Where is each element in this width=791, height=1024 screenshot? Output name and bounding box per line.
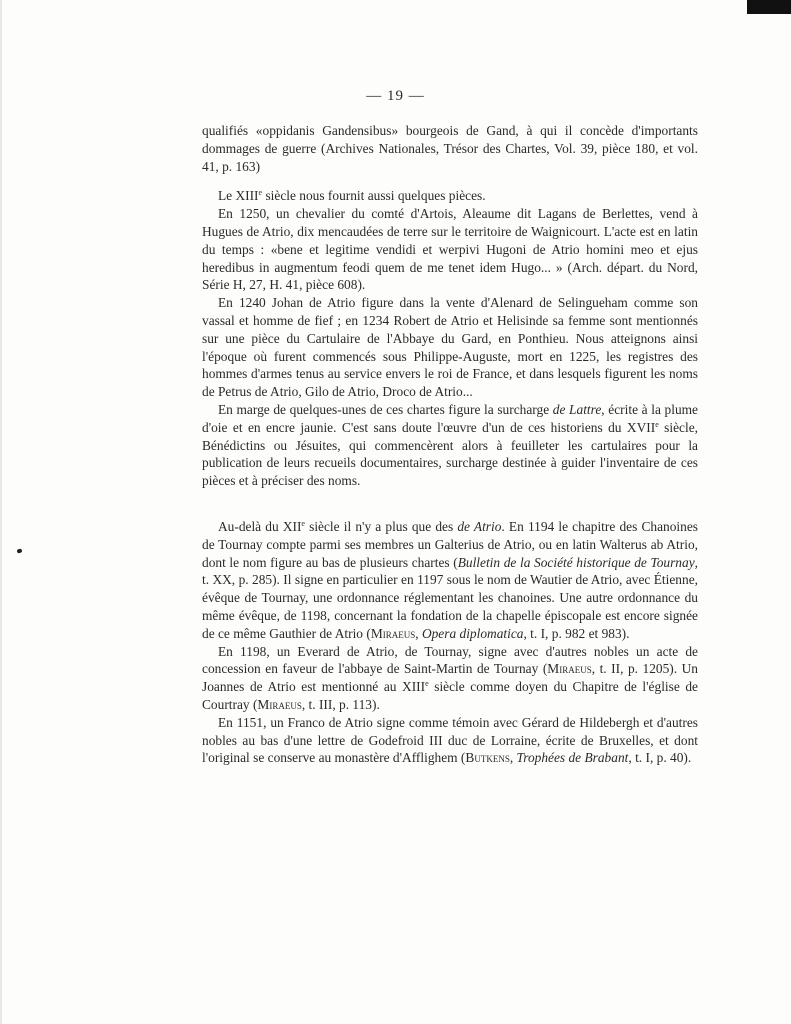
ink-speck [16, 548, 22, 553]
text-run: siècle, Bénédictins ou Jésuites, qui commencèrent alors à feuilleter les cartulaires pour la publication de leurs recueils documentaires, surcharge destinée à guider l'inventaire de ces pièces et à préciser des noms. [202, 419, 698, 489]
superscript: e [258, 188, 263, 198]
text-run: En 1151, un Franco de Atrio signe comme témoin avec Gérard de Hildebergh et d'autres nobles au bas d'une lettre de Godefroid III duc de Lorraine, écrite de Bruxelles, et dont l'original se conserve au monastère d'Afflighem ( [202, 714, 698, 766]
text-run: , [509, 750, 517, 766]
text-run: siècle comme doyen du Chapitre de l'église de Courtray ( [202, 679, 699, 712]
text-run: . En 1194 le chapitre des Chanoines de Tournay compte parmi ses membres un Galterius de Atrio, ou en latin Walterus ab Atrio, dont le nom figure au bas de plusieurs chartes ( [202, 518, 698, 570]
paragraph [202, 205, 698, 294]
italic-text: de Lattre [552, 401, 602, 417]
text-run: , t. I, p. 982 et 983). [523, 625, 630, 641]
scan-corner-mark [747, 0, 791, 14]
page-number: — 19 — [366, 88, 425, 104]
text-run: qualifiés «oppidanis Gandensibus» bourgeois de Gand, à qui il concède d'importants dommages de guerre (Archives Nationales, Trésor des Chartes, Vol. 39, pièce 180, et vol. 41, p. 163) [202, 123, 698, 174]
text-run: , écrite à la plume d'oie et en encre jaunie. C'est sans doute l'œuvre d'un de ces historiens du XVII [202, 401, 698, 435]
text-run: Au-delà du XII [218, 518, 302, 534]
scan-edge-shadow [0, 0, 2, 1024]
text-run: , t. XX, p. 285). Il signe en particulier en 1197 sous le nom de Wautier de Atrio, avec Étienne, évêque de Tournay, une ordonnance réglementant les chanoines. Une autre ordonnance du même évêque, de 1198, concernant la fondation de la chapelle épiscopale est encore signée de ce même Gauthier de Atrio ( [202, 554, 699, 641]
text-run: En 1198, un Everard de Atrio, de Tournay, signe avec d'autres nobles un acte de concession en faveur de l'abbaye de Saint-Martin de Tournay ( [202, 643, 698, 677]
paragraph-continuation [202, 122, 698, 175]
text-run: , t. II, p. 1205). Un Joannes de Atrio est mentionné au XIII [202, 661, 698, 695]
italic-text: de Atrio [457, 518, 502, 534]
italic-text: Bulletin de la Société historique de Tournay [457, 554, 695, 570]
text-run: En marge de quelques-unes de ces chartes figure la surcharge [218, 401, 553, 417]
text-run: En 1240 Johan de Atrio figure dans la vente d'Alenard de Selingueham comme son vassal et homme de fief ; en 1234 Robert de Atrio et Helisinde sa femme sont mentionnés sur une pièce du Cartulaire de l'Abbaye du Gard, en Ponthieu. Nous atteignons ainsi l'époque où furent commencés sous Philippe-Auguste, mort en 1225, les registres des hommes d'armes tenus au service envers le roi de France, et dans lesquels figurent les noms de Petrus de Atrio, Gilo de Atrio, Droco de Atrio... [202, 295, 698, 400]
paragraph [202, 643, 698, 714]
text-run: En 1250, un chevalier du comté d'Artois, Aleaume dit Lagans de Berlettes, vend à Hugues de Atrio, dix mencaudées de terre sur le territoire de Waignicourt. L'acte est en latin du temps : «bene et legitime vendidi et werpivi Hugoni de Atrio homini meo et ejus heredibus in augmentum feodi quem de me tenet idem Hugo... » (Arch. départ. du Nord, Série H, 27, H. 41, pièce 608). [202, 206, 698, 293]
superscript: e [425, 679, 429, 689]
text-run: , t. I, p. 40). [628, 750, 692, 766]
text-run: , [415, 625, 422, 641]
author-name: Miraeus [257, 696, 302, 712]
superscript: e [301, 518, 305, 528]
paragraph [202, 401, 698, 490]
text-run: siècle il n'y a plus que des [304, 518, 458, 534]
text-run: siècle nous fournit aussi quelques pièces. [262, 188, 486, 204]
text-run: , t. III, p. 113). [301, 696, 380, 712]
author-name: Miraeus [370, 625, 416, 641]
paragraph [202, 714, 698, 767]
italic-text: Trophées de Brabant [516, 750, 629, 766]
author-name: Butkens [465, 750, 510, 766]
paragraph [202, 294, 698, 401]
text-run: Le XIII [218, 188, 259, 204]
author-name: Miraeus [547, 661, 592, 677]
paragraph [202, 187, 698, 205]
paragraph [202, 518, 698, 643]
body-text [202, 122, 698, 767]
superscript: e [655, 419, 659, 429]
italic-text: Opera diplomatica [421, 625, 524, 641]
